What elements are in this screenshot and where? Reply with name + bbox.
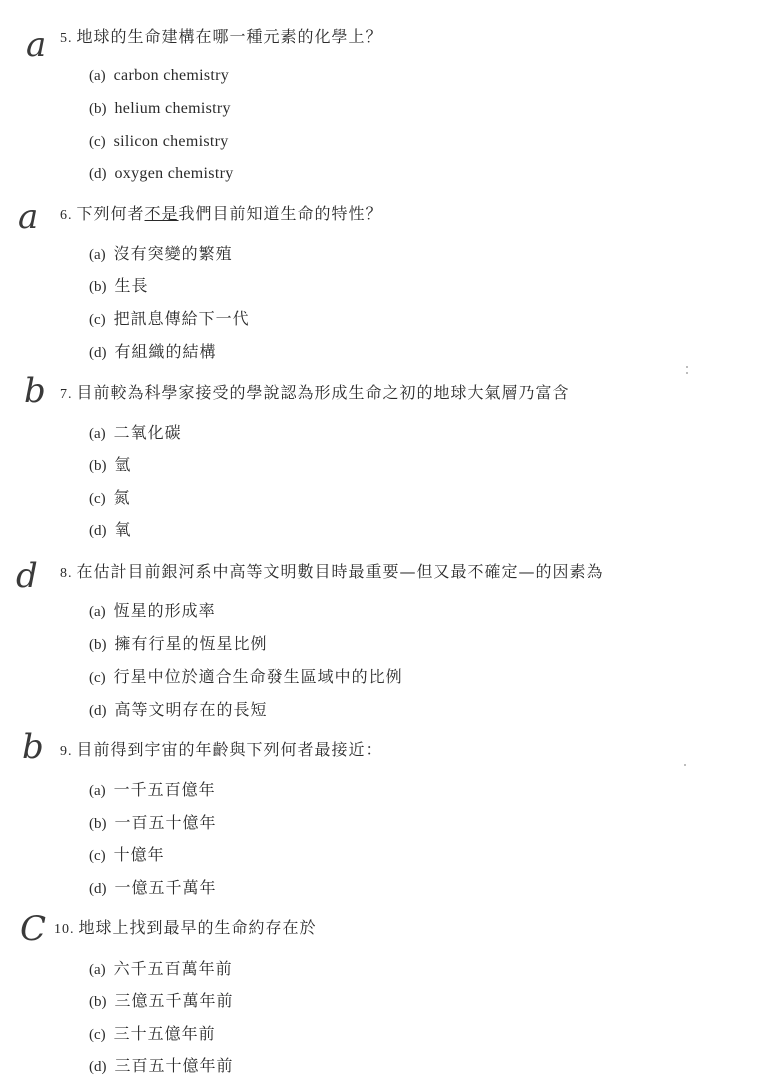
option-letter: (b) [89,279,107,295]
answer-option-c [89,667,403,688]
option-text: 生長 [114,276,149,295]
option-text: carbon chemistry [113,67,230,84]
answer-option-c [89,309,250,330]
scan-speck [686,366,688,368]
answer-option-c [89,845,165,866]
option-letter: (b) [89,994,107,1010]
option-text: 一百五十億年 [114,813,217,832]
question-stem [60,740,383,762]
option-letter: (d) [89,881,107,897]
question-number: 10. [54,922,75,937]
option-letter: (a) [89,68,106,84]
answer-option-a [89,65,229,86]
question-number: 8. [60,566,73,581]
question-stem [60,383,570,405]
option-letter: (a) [89,247,106,263]
option-letter: (b) [89,101,107,117]
answer-option-c [89,131,229,152]
question-text-after: 我們目前知道生命的特性？ [178,204,383,223]
question-number: 9. [60,744,73,759]
option-text: 二氧化碳 [113,423,182,442]
answer-option-b [89,455,132,476]
option-letter: (b) [89,816,107,832]
handwritten-answer-mark: a [18,197,39,237]
answer-option-a [89,780,216,801]
answer-option-d [89,1056,234,1077]
option-text: silicon chemistry [113,133,229,150]
option-letter: (a) [89,426,106,442]
question-stem [60,562,604,584]
option-text: 六千五百萬年前 [113,959,233,978]
option-text: oxygen chemistry [114,165,234,182]
option-text: 行星中位於適合生命發生區域中的比例 [113,667,403,686]
scan-speck [684,764,686,766]
option-letter: (c) [89,670,106,686]
handwritten-answer-mark: b [24,371,46,411]
answer-option-b [89,276,149,297]
answer-option-b [89,98,231,119]
option-letter: (a) [89,604,106,620]
option-text: 有組織的結構 [114,342,217,361]
option-letter: (b) [89,637,107,653]
answer-option-d [89,342,217,363]
option-text: 一億五千萬年 [114,878,217,897]
option-text: 十億年 [113,845,165,864]
option-text: helium chemistry [114,100,231,117]
handwritten-answer-mark: C [20,909,47,949]
option-letter: (c) [89,134,106,150]
answer-option-a [89,959,233,980]
option-text: 三百五十億年前 [114,1056,234,1075]
answer-option-d [89,163,234,184]
answer-option-d [89,700,268,721]
handwritten-answer-mark: b [22,727,44,767]
option-text: 三十五億年前 [113,1024,216,1043]
answer-option-d [89,878,217,899]
question-stem [60,27,383,49]
question-text: 地球的生命建構在哪一種元素的化學上？ [76,27,383,46]
option-text: 一千五百億年 [113,780,216,799]
question-number: 6. [60,208,73,223]
option-letter: (a) [89,962,106,978]
question-text-before: 下列何者 [76,204,145,223]
option-letter: (d) [89,523,107,539]
answer-option-d [89,520,132,541]
question-text: 目前得到宇宙的年齡與下列何者最接近： [76,740,383,759]
handwritten-answer-mark: a [26,25,47,65]
option-letter: (c) [89,848,106,864]
option-letter: (a) [89,783,106,799]
question-stem [60,204,383,226]
scan-speck [686,372,688,374]
option-letter: (d) [89,166,107,182]
option-letter: (d) [89,345,107,361]
option-text: 擁有行星的恆星比例 [114,634,268,653]
answer-option-b [89,813,217,834]
option-letter: (c) [89,312,106,328]
option-text: 沒有突變的繁殖 [113,244,233,263]
question-text: 目前較為科學家接受的學說認為形成生命之初的地球大氣層乃富含 [76,383,570,402]
question-number: 5. [60,31,73,46]
answer-option-a [89,423,182,444]
answer-option-a [89,244,233,265]
option-text: 恆星的形成率 [113,601,216,620]
answer-option-a [89,601,216,622]
option-letter: (d) [89,703,107,719]
option-text: 氫 [114,455,132,474]
option-text: 氮 [113,488,131,507]
option-letter: (d) [89,1059,107,1075]
option-letter: (c) [89,1027,106,1043]
answer-option-c [89,1024,216,1045]
question-number: 7. [60,387,73,402]
option-letter: (c) [89,491,106,507]
question-text: 在估計目前銀河系中高等文明數目時最重要—但又最不確定—的因素為 [76,562,604,581]
answer-option-c [89,488,131,509]
option-text: 把訊息傳給下一代 [113,309,250,328]
question-text-emphasis: 不是 [144,204,179,223]
option-text: 氧 [114,520,132,539]
option-text: 高等文明存在的長短 [114,700,268,719]
option-text: 三億五千萬年前 [114,991,234,1010]
answer-option-b [89,991,234,1012]
question-text: 地球上找到最早的生命約存在於 [78,918,317,937]
question-stem [54,918,317,940]
option-letter: (b) [89,458,107,474]
answer-option-b [89,634,268,655]
handwritten-answer-mark: d [16,556,38,596]
